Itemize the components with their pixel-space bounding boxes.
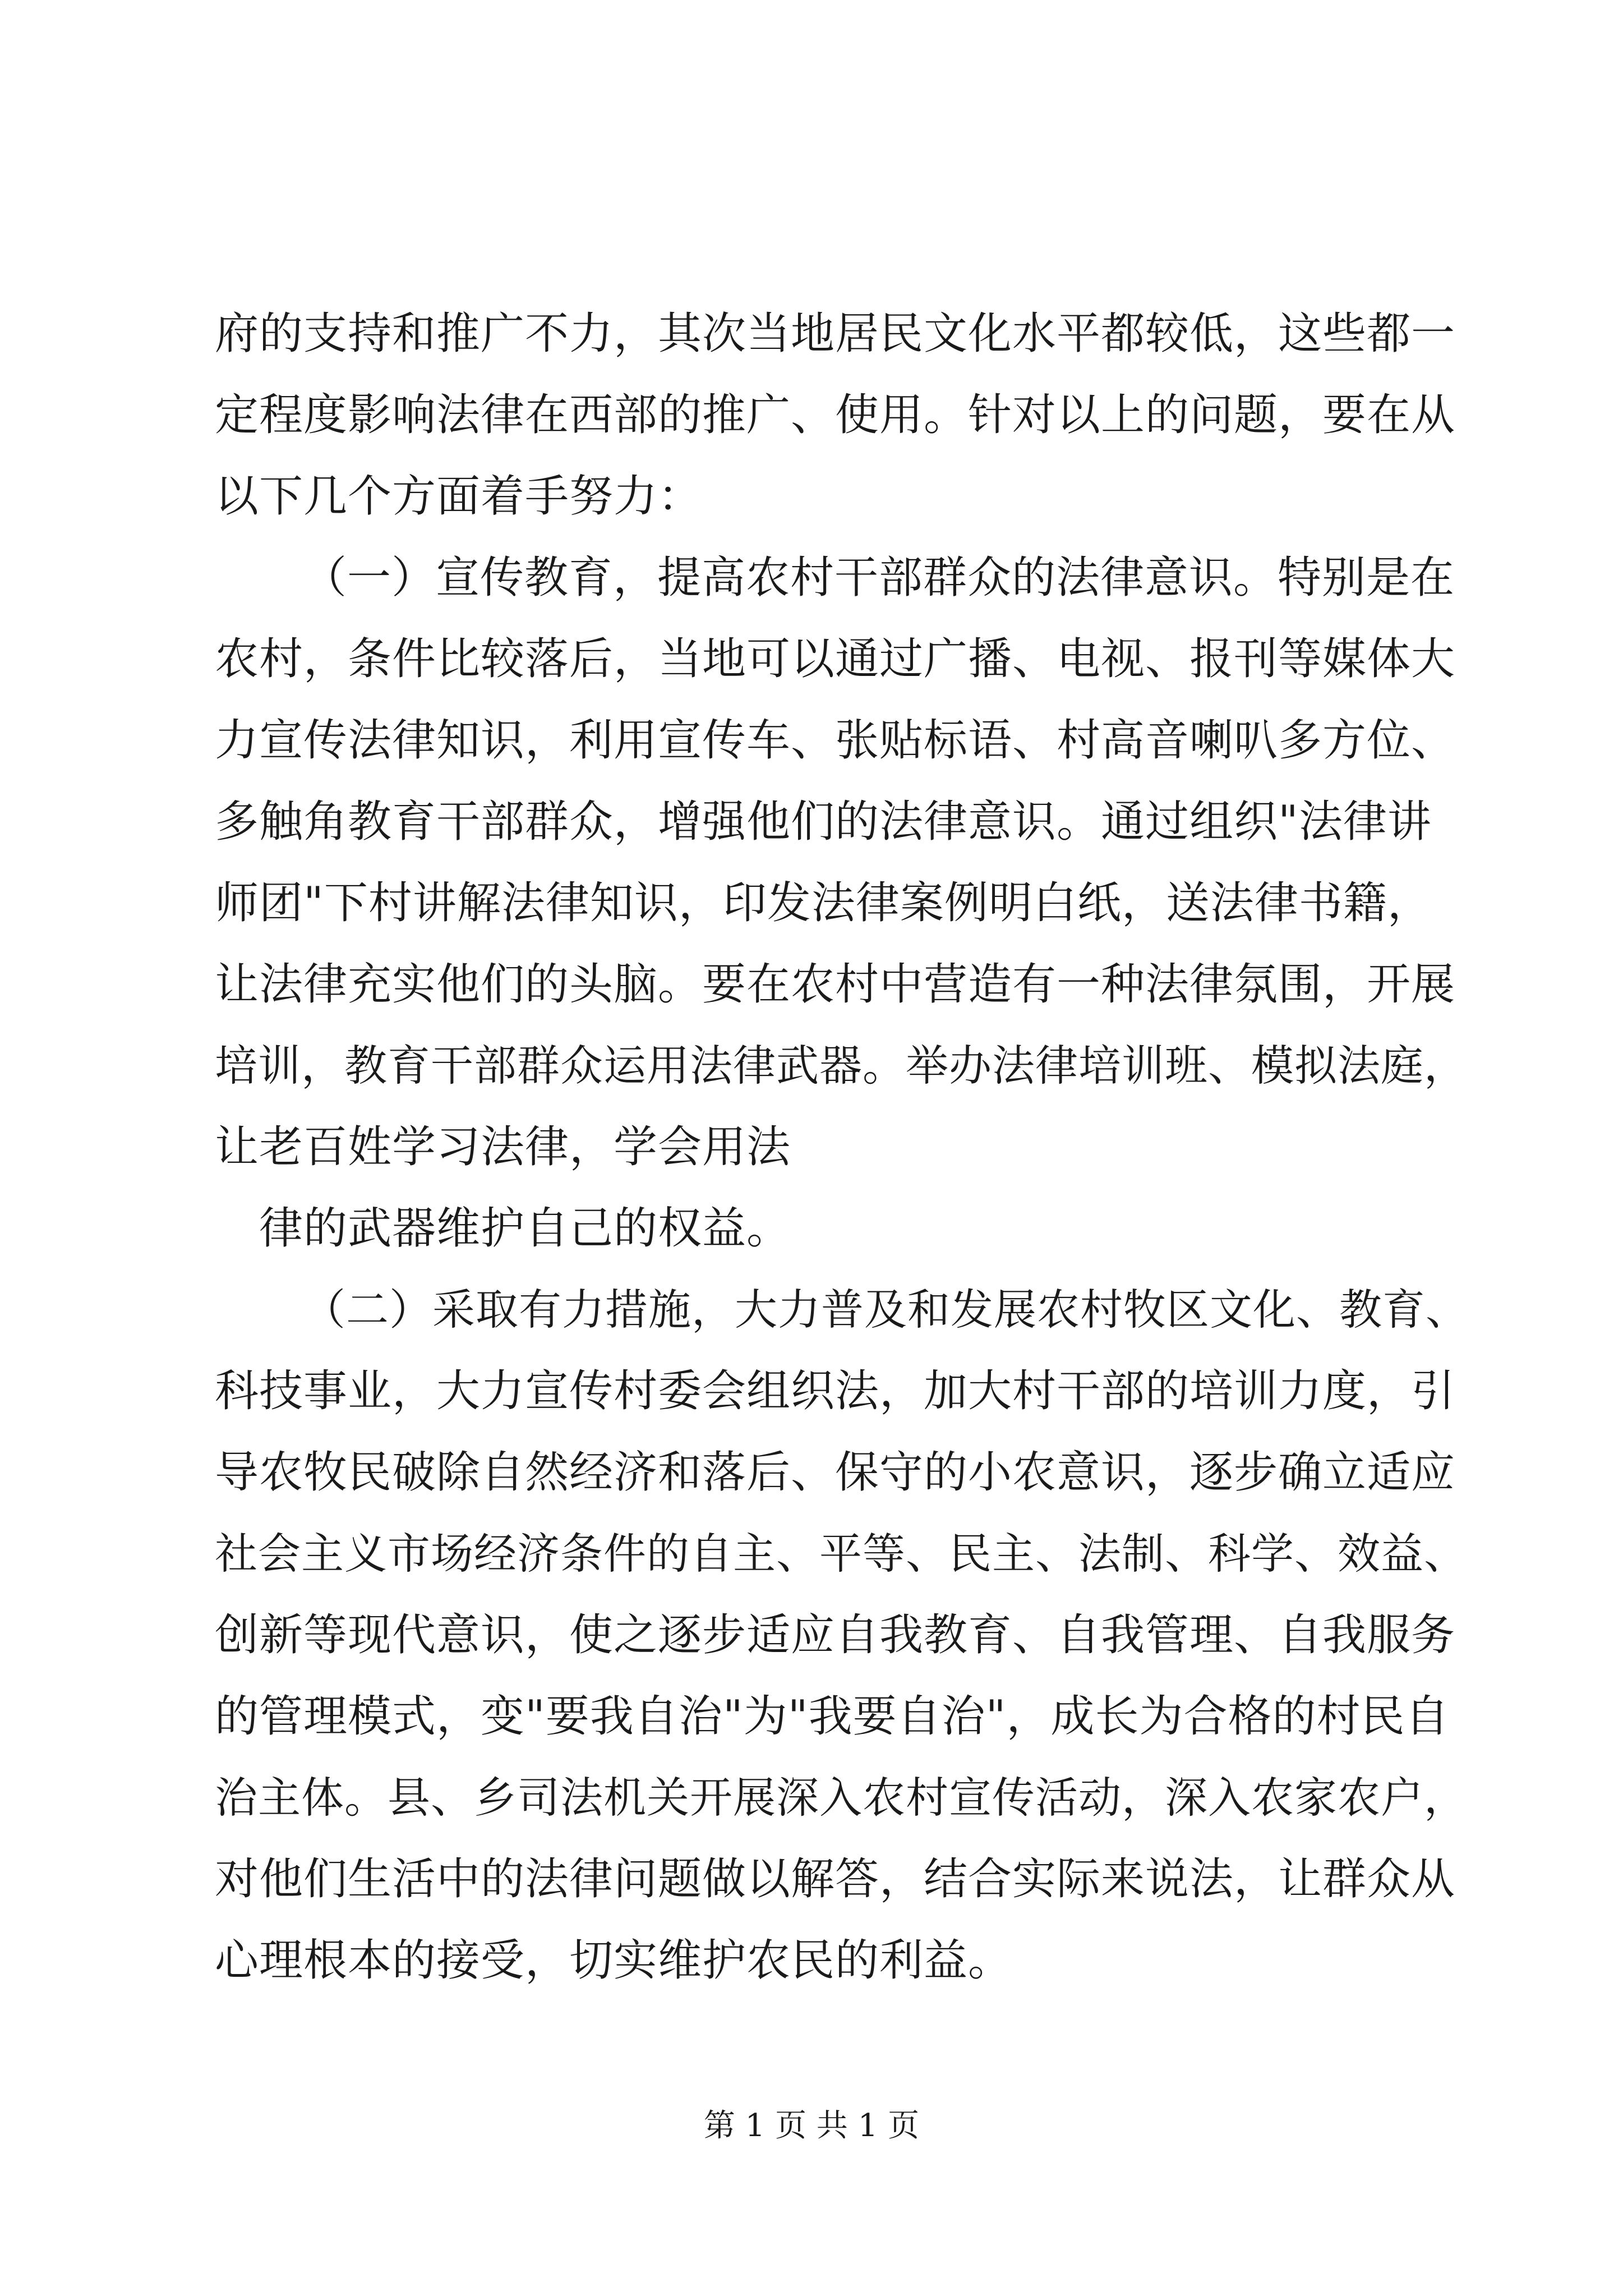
- text-line: 定程度影响法律在西部的推广、使用。针对以上的问题，要在从: [215, 390, 1456, 440]
- paragraph-first-line: （二）采取有力措施，大力普及和发展农村牧区文化、教育、: [303, 1285, 1469, 1335]
- text-line: 师团"下村讲解法律知识，印发法律案例明白纸，送法律书籍，: [215, 878, 1432, 928]
- text-line: 培训，教育干部群众运用法律武器。举办法律培训班、模拟法庭，: [215, 1041, 1467, 1091]
- text-line: 导农牧民破除自然经济和落后、保守的小农意识，逐步确立适应: [215, 1447, 1456, 1498]
- text-line: 的管理模式，变"要我自治"为"我要自治"，成长为合格的村民自: [215, 1691, 1450, 1742]
- text-line: 让老百姓学习法律，学会用法: [215, 1122, 791, 1172]
- text-line: 以下几个方面着手努力：: [215, 471, 703, 522]
- text-line: 对他们生活中的法律问题做以解答，结合实际来说法，让群众从: [215, 1854, 1456, 1904]
- text-line: 律的武器维护自己的权益。: [259, 1203, 791, 1254]
- paragraph-first-line: （一）宣传教育，提高农村干部群众的法律意识。特别是在: [303, 553, 1455, 603]
- text-line: 创新等现代意识，使之逐步适应自我教育、自我管理、自我服务: [215, 1610, 1456, 1660]
- text-line: 多触角教育干部群众，增强他们的法律意识。通过组织"法律讲: [215, 797, 1432, 847]
- text-line: 力宣传法律知识，利用宣传车、张贴标语、村高音喇叭多方位、: [215, 715, 1456, 766]
- page-footer: 第 1 页 共 1 页: [703, 2108, 920, 2144]
- text-line: 心理根本的接受，切实维护农民的利益。: [215, 1935, 1013, 1986]
- text-line: 治主体。县、乡司法机关开展深入农村宣传活动，深入农家农户，: [215, 1773, 1467, 1823]
- text-line: 科技事业，大力宣传村委会组织法，加大村干部的培训力度，引: [215, 1366, 1456, 1416]
- text-line: 社会主义市场经济条件的自主、平等、民主、法制、科学、效益、: [215, 1529, 1467, 1579]
- text-line: 让法律充实他们的头脑。要在农村中营造有一种法律氛围，开展: [215, 959, 1456, 1010]
- text-line: 农村，条件比较落后，当地可以通过广播、电视、报刊等媒体大: [215, 634, 1456, 684]
- text-line: 府的支持和推广不力，其次当地居民文化水平都较低，这些都一: [215, 309, 1456, 359]
